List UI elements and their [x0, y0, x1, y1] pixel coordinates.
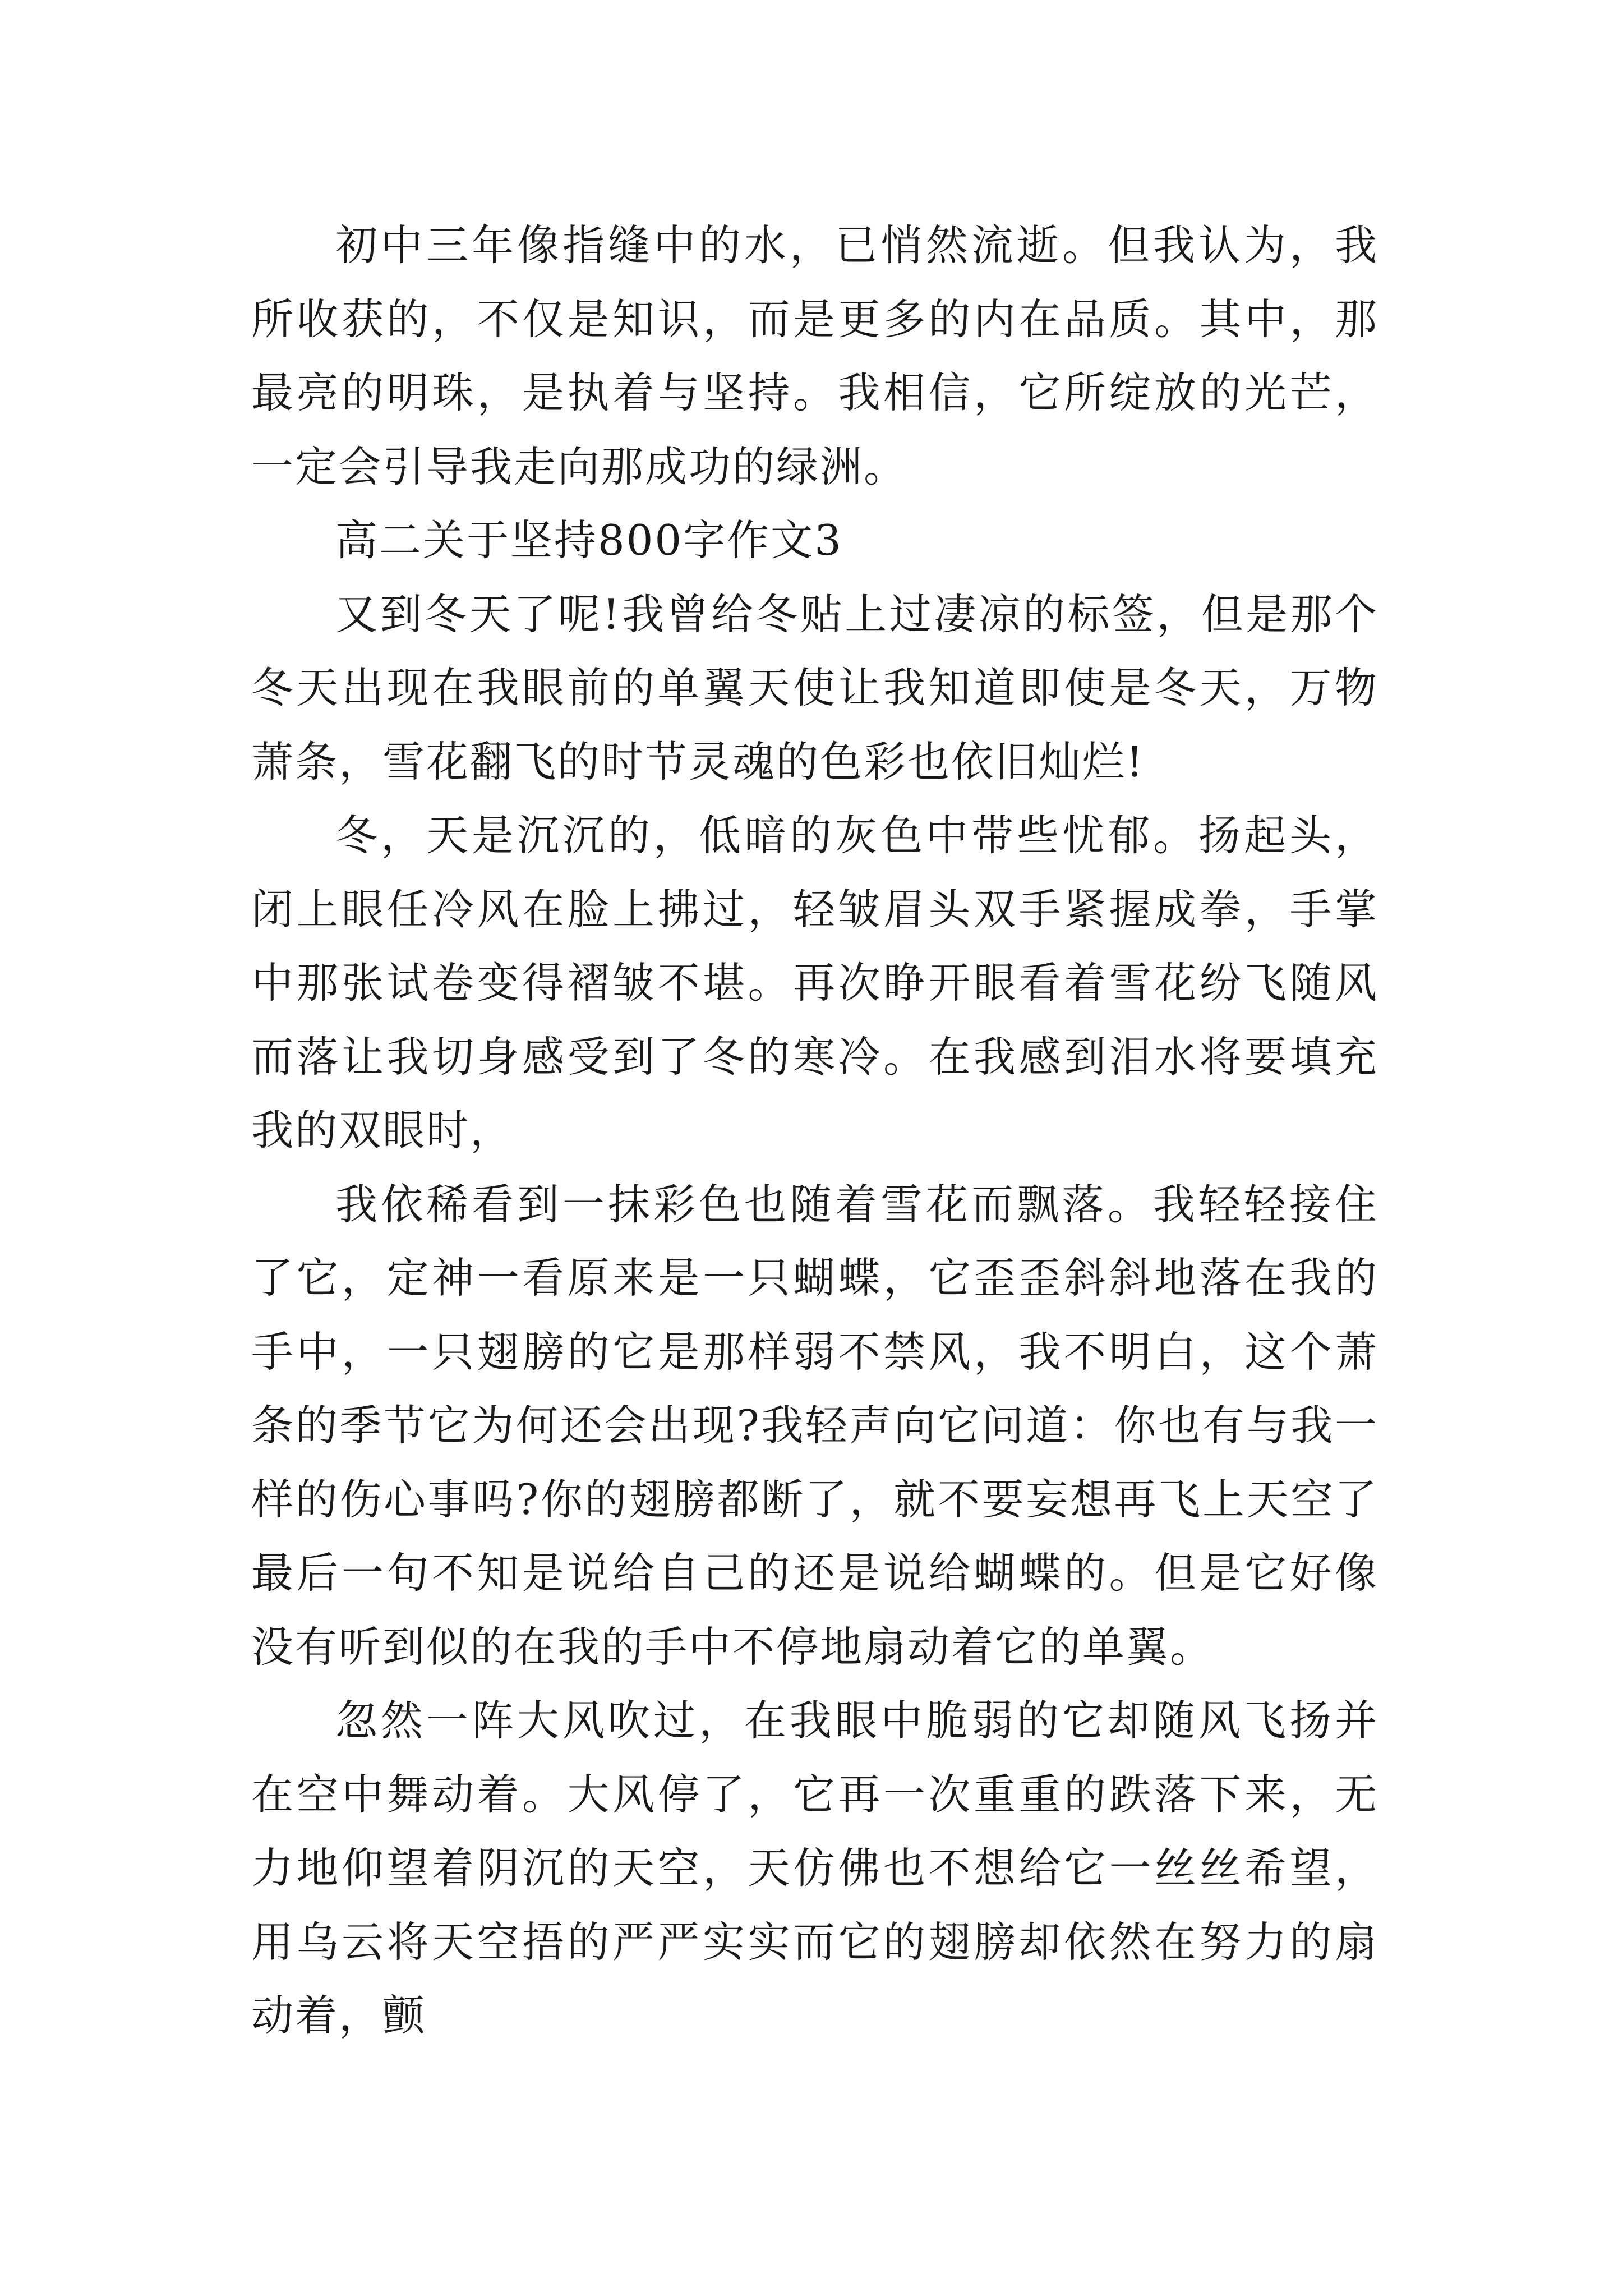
section-heading: 高二关于坚持800字作文3	[335, 516, 843, 565]
essay-body	[251, 209, 1378, 2053]
paragraph-2: 又到冬天了呢!我曾给冬贴上过凄凉的标签，但是那个冬天出现在我眼前的单翼天使让我知道即使是冬天，万物萧条，雪花翻飞的时节灵魂的色彩也依旧灿烂!	[251, 589, 1378, 786]
paragraph-1: 初中三年像指缝中的水，已悄然流逝。但我认为，我所收获的，不仅是知识，而是更多的内在品质。其中，那最亮的明珠，是执着与坚持。我相信，它所绽放的光芒，一定会引导我走向那成功的绿洲。	[251, 220, 1378, 491]
paragraph-4: 我依稀看到一抹彩色也随着雪花而飘落。我轻轻接住了它，定神一看原来是一只蝴蝶，它歪歪斜斜地落在我的手中，一只翅膀的它是那样弱不禁风，我不明白，这个萧条的季节它为何还会出现?我轻声向它问道：你也有与我一样的伤心事吗?你的翅膀都断了，就不要妄想再飞上天空了最后一句不知是说给自己的还是说给蝴蝶的。但是它好像没有听到似的在我的手中不停地扇动着它的单翼。	[251, 1179, 1378, 1672]
paragraph-3: 冬，天是沉沉的，低暗的灰色中带些忧郁。扬起头，闭上眼任冷风在脸上拂过，轻皱眉头双手紧握成拳，手掌中那张试卷变得褶皱不堪。再次睁开眼看着雪花纷飞随风而落让我切身感受到了冬的寒冷。在我感到泪水将要填充我的双眼时，	[251, 811, 1378, 1155]
paragraph-5: 忽然一阵大风吹过，在我眼中脆弱的它却随风飞扬并在空中舞动着。大风停了，它再一次重重的跌落下来，无力地仰望着阴沉的天空，天仿佛也不想给它一丝丝希望，用乌云将天空捂的严严实实而它的翅膀却依然在努力的扇动着，颤	[251, 1696, 1378, 2040]
